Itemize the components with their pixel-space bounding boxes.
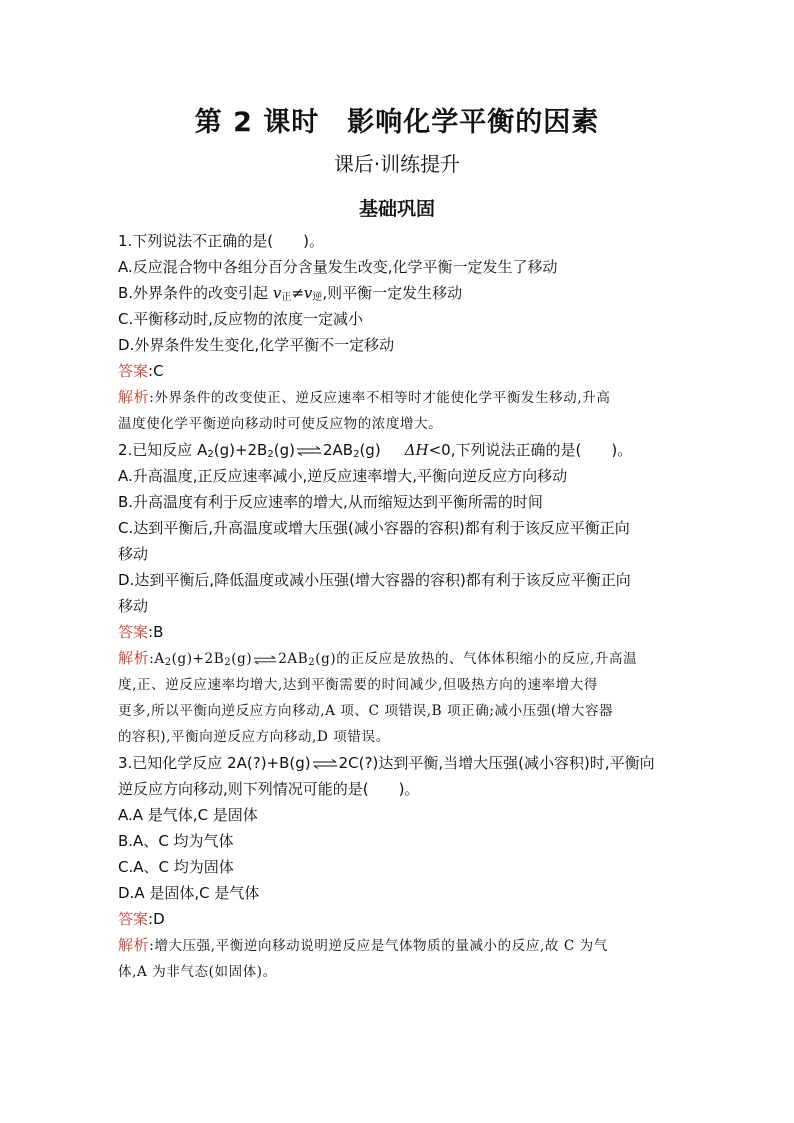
- stem-text: 2.已知反应 A: [118, 441, 208, 459]
- question-1-answer: [118, 358, 678, 384]
- page-title: 第 2 课时 影响化学平衡的因素: [194, 107, 600, 138]
- option-b-text: B.外界条件的改变引起: [118, 284, 269, 302]
- question-2-answer: [118, 619, 678, 645]
- option-b-tail: ,则平衡一定发生移动: [322, 284, 463, 302]
- velocity-symbol-2: v: [303, 284, 313, 302]
- question-1-option-b: [118, 280, 678, 306]
- question-1-stem: 1.下列说法不正确的是( )。: [118, 232, 325, 250]
- question-3-option-b: B.A、C 均为气体: [118, 832, 234, 850]
- question-2: [118, 437, 678, 750]
- not-equal-sign: ≠: [291, 284, 304, 302]
- question-2-option-d-cont: 移动: [118, 597, 149, 615]
- reverse-subscript: 逆: [312, 292, 323, 303]
- question-1-option-c: C.平衡移动时,反应物的浓度一定减小: [118, 310, 364, 328]
- analysis-text: (g): [231, 651, 253, 667]
- analysis-text: (g)+2B: [171, 651, 225, 667]
- subscript: 2: [308, 657, 316, 668]
- analysis-line: [118, 932, 678, 959]
- enthalpy-symbol: ΔH: [404, 441, 429, 459]
- equilibrium-arrow-icon: [296, 446, 322, 456]
- question-3-answer: [118, 906, 678, 932]
- analysis-label: 解析: [118, 649, 150, 667]
- question-2-analysis: [118, 645, 678, 750]
- analysis-label: 解析: [118, 936, 150, 954]
- analysis-text: (g)的正反应是放热的、气体体积缩小的反应,升高温: [315, 651, 638, 667]
- analysis-text: :增大压强,平衡逆向移动说明逆反应是气体物质的量减小的反应,故 C 为气: [149, 938, 608, 954]
- subscript: 2: [224, 657, 232, 668]
- stem-text: (g): [273, 441, 295, 459]
- velocity-symbol: v: [272, 284, 282, 302]
- subscript: 2: [267, 449, 274, 460]
- forward-subscript: 正: [281, 292, 292, 303]
- stem-text: 2C(?)达到平衡,当增大压强(减小容积)时,平衡向: [338, 754, 655, 772]
- question-3-analysis: [118, 932, 678, 985]
- answer-label: 答案: [118, 910, 149, 928]
- question-2-option-a: A.升高温度,正反应速率减小,逆反应速率增大,平衡向逆反应方向移动: [118, 467, 568, 485]
- analysis-line: [118, 645, 678, 672]
- question-2-option-d: D.达到平衡后,降低温度或减小压强(增大容器的容积)都有利于该反应平衡正向: [118, 571, 631, 589]
- stem-text: (g): [359, 441, 381, 459]
- subscript: 2: [353, 449, 360, 460]
- question-1-analysis: [118, 384, 678, 437]
- analysis-line: 体,A 为非气态(如固体)。: [118, 964, 277, 980]
- question-2-option-b: B.升高温度有利于反应速率的增大,从而缩短达到平衡所需的时间: [118, 493, 543, 511]
- analysis-text: :A: [149, 651, 165, 667]
- question-1-option-a: A.反应混合物中各组分百分含量发生改变,化学平衡一定发生了移动: [118, 258, 558, 276]
- question-3-stem: [118, 750, 678, 776]
- stem-text: 3.已知化学反应 2A(?)+B(g): [118, 754, 311, 772]
- question-3: [118, 750, 678, 985]
- equilibrium-arrow-icon: [312, 759, 338, 769]
- question-1: [118, 228, 678, 437]
- question-1-option-d: D.外界条件发生变化,化学平衡不一定移动: [118, 336, 395, 354]
- analysis-line: 度,正、逆反应速率均增大,达到平衡需要的时间减少,但吸热方向的速率增大得: [118, 677, 598, 693]
- equilibrium-arrow-icon: [253, 655, 277, 665]
- answer-value: :C: [148, 362, 164, 380]
- answer-value: :D: [148, 910, 165, 928]
- answer-label: 答案: [118, 362, 149, 380]
- analysis-label: 解析: [118, 388, 150, 406]
- answer-label: 答案: [118, 623, 149, 641]
- question-3-option-d: D.A 是固体,C 是气体: [118, 884, 260, 902]
- stem-text: (g)+2B: [213, 441, 268, 459]
- analysis-text: 2AB: [278, 651, 309, 667]
- stem-text: <0,下列说法正确的是( )。: [428, 441, 633, 459]
- answer-value: :B: [148, 623, 164, 641]
- stem-text: 2AB: [322, 441, 354, 459]
- analysis-line: 的容积),平衡向逆反应方向移动,D 项错误。: [118, 729, 390, 745]
- analysis-line: 更多,所以平衡向逆反应方向移动,A 项、C 项错误,B 项正确;减小压强(增大容器: [118, 703, 614, 719]
- question-2-stem: [118, 437, 678, 463]
- section-heading: 基础巩固: [358, 198, 435, 220]
- question-3-stem-cont: 逆反应方向移动,则下列情况可能的是( )。: [118, 780, 420, 798]
- analysis-line: [118, 384, 678, 411]
- question-3-option-a: A.A 是气体,C 是固体: [118, 806, 258, 824]
- question-3-option-c: C.A、C 均为固体: [118, 858, 234, 876]
- analysis-line: 温度使化学平衡逆向移动时可使反应物的浓度增大。: [118, 416, 443, 432]
- subscript: 2: [207, 449, 214, 460]
- content-body: [118, 228, 678, 985]
- subscript: 2: [164, 657, 172, 668]
- analysis-text: :外界条件的改变使正、逆反应速率不相等时才能使化学平衡发生移动,升高: [149, 390, 611, 406]
- page-subtitle: 课后·训练提升: [333, 152, 461, 176]
- question-2-option-c: C.达到平衡后,升高温度或增大压强(减小容器的容积)都有利于该反应平衡正向: [118, 519, 630, 537]
- question-2-option-c-cont: 移动: [118, 545, 149, 563]
